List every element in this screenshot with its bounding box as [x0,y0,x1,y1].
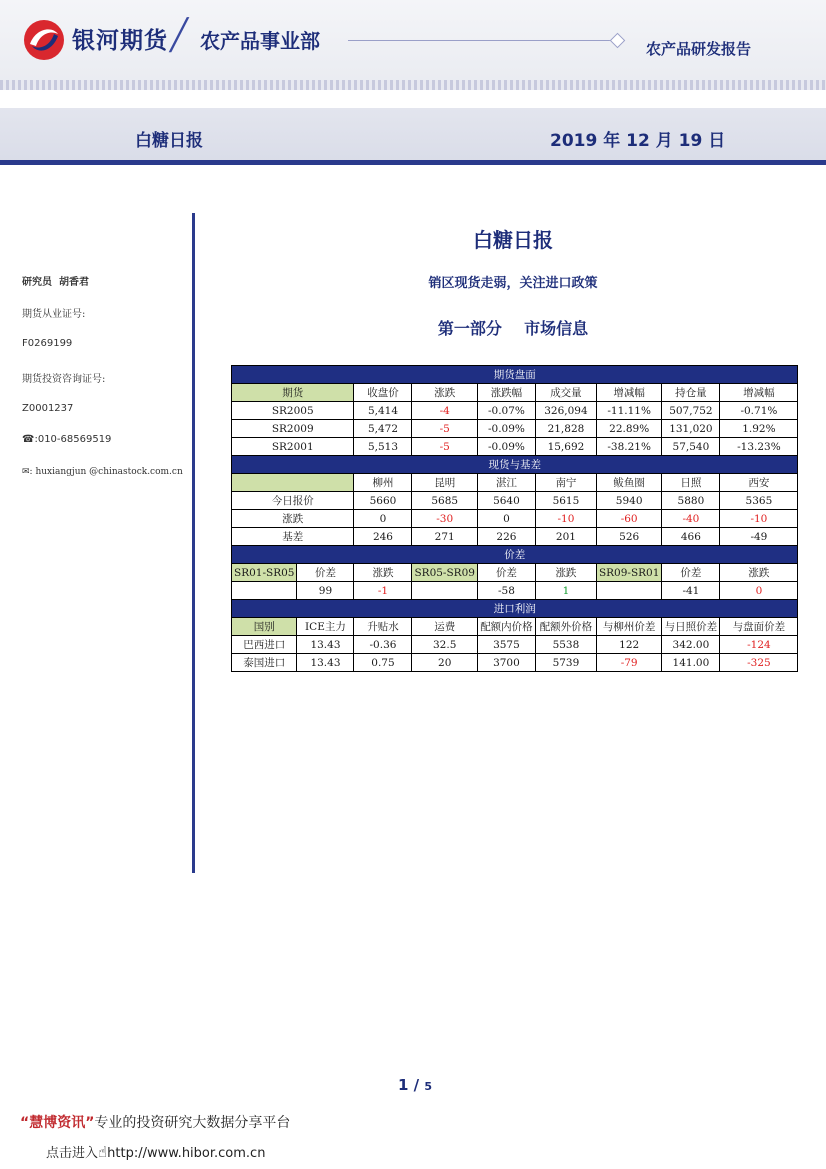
sidebar-divider [192,213,195,873]
researcher-name: 胡香君 [58,277,89,288]
table-cell: 期货 [232,384,354,402]
phone-icon: ☎: [22,434,38,445]
table-cell: -49 [720,528,798,546]
spot-header-row [232,474,798,492]
table-cell: 持仓量 [662,384,720,402]
table-cell: -11.11% [596,402,661,420]
table-cell: 5,472 [354,420,412,438]
table-cell: 柳州 [354,474,412,492]
futures-row [232,438,798,456]
table-cell: 价差 [297,564,354,582]
table-cell: 增减幅 [720,384,798,402]
futures-row [232,402,798,420]
brand-name: 银河期货 [72,28,168,54]
table-cell: 鲅鱼圈 [596,474,661,492]
promo-tagline [20,1112,290,1132]
table-cell: 99 [297,582,354,600]
table-cell: SR09-SR01 [596,564,661,582]
table-cell: 涨跌 [232,510,354,528]
table-cell: 5739 [535,654,596,672]
table-cell: 57,540 [662,438,720,456]
table-cell: -0.09% [477,438,535,456]
table-cell: 5,513 [354,438,412,456]
quote-close: ” [85,1115,95,1131]
table-cell: 0 [477,510,535,528]
banner-title: 白糖日报 [135,131,203,151]
table-cell: 5660 [354,492,412,510]
table-cell: -0.36 [354,636,412,654]
table-cell: 5615 [535,492,596,510]
table-cell: -5 [412,420,477,438]
promo-brand: 慧博资讯 [29,1115,86,1131]
import-row [232,636,798,654]
table-cell: 5640 [477,492,535,510]
table-cell: -60 [596,510,661,528]
table-cell: 21,828 [535,420,596,438]
table-cell: -4 [412,402,477,420]
page-separator: / [413,1076,420,1094]
document-subtitle: 销区现货走弱，关注进口政策 [428,276,598,291]
table-cell: 122 [596,636,661,654]
table-cell: 今日报价 [232,492,354,510]
table-cell: 价差 [662,564,720,582]
current-page: 1 [398,1076,409,1094]
table-cell: 国别 [232,618,297,636]
futures-cert-number: F0269199 [22,338,73,349]
table-cell: 526 [596,528,661,546]
table-cell: 涨跌 [354,564,412,582]
spread-section-title: 价差 [232,546,798,564]
table-cell: 0.75 [354,654,412,672]
researcher [22,273,89,288]
table-cell: 巴西进口 [232,636,297,654]
department-name: 农产品事业部 [200,29,320,53]
spot-row [232,510,798,528]
table-cell: 131,020 [662,420,720,438]
table-cell: 收盘价 [354,384,412,402]
spread-header-row [232,564,798,582]
table-cell: 201 [535,528,596,546]
table-cell: 西安 [720,474,798,492]
table-cell: 0 [354,510,412,528]
advisory-cert-number: Z0001237 [22,403,74,414]
table-cell: 价差 [477,564,535,582]
table-cell [232,474,354,492]
table-cell: 涨跌 [535,564,596,582]
table-cell: SR05-SR09 [412,564,477,582]
futures-row [232,420,798,438]
table-cell: 涨跌 [720,564,798,582]
spot-row [232,492,798,510]
table-cell: -10 [535,510,596,528]
table-cell: SR2005 [232,402,354,420]
promo-text: 专业的投资研究大数据分享平台 [94,1115,291,1131]
table-cell: -0.09% [477,420,535,438]
table-cell: 0 [720,582,798,600]
promo-link-line[interactable] [46,1142,265,1161]
table-cell: -0.71% [720,402,798,420]
document-title: 白糖日报 [473,228,553,252]
table-cell: 涨跌 [412,384,477,402]
total-pages: 5 [424,1080,433,1093]
import-row [232,654,798,672]
table-cell: 22.89% [596,420,661,438]
header-deco-line [348,40,616,41]
phone-number: 010-68569519 [37,434,112,445]
table-cell: -13.23% [720,438,798,456]
promo-link-label: 点击进入 [46,1146,99,1161]
section-title: 第一部分 市场信息 [437,319,589,338]
table-cell: 昆明 [412,474,477,492]
table-cell: 成交量 [535,384,596,402]
table-cell [596,582,661,600]
table-cell: 5365 [720,492,798,510]
spot-section-header [232,456,798,474]
table-cell: -38.21% [596,438,661,456]
futures-cert-label: 期货从业证号: [22,309,86,320]
table-cell: 与盘面价差 [720,618,798,636]
table-cell: 5538 [535,636,596,654]
market-data-table [231,365,798,672]
import-header-row [232,618,798,636]
galaxy-logo-icon [22,18,66,62]
table-cell: -40 [662,510,720,528]
advisory-cert-label: 期货投资咨询证号: [22,374,106,385]
spot-row [232,528,798,546]
table-cell: 5,414 [354,402,412,420]
table-cell: -41 [662,582,720,600]
futures-header-row [232,384,798,402]
header-divider-slash: ╱ [170,18,189,53]
table-cell: -325 [720,654,798,672]
table-cell: 5940 [596,492,661,510]
envelope-icon: ✉: [22,467,33,477]
table-cell: SR2001 [232,438,354,456]
table-cell [412,582,477,600]
table-cell: 3700 [477,654,535,672]
table-cell: 南宁 [535,474,596,492]
table-cell: 246 [354,528,412,546]
table-cell: 运费 [412,618,477,636]
table-cell: 5880 [662,492,720,510]
table-cell: 15,692 [535,438,596,456]
table-cell: 配额外价格 [535,618,596,636]
table-cell: 与日照价差 [662,618,720,636]
table-cell: 32.5 [412,636,477,654]
table-cell: -79 [596,654,661,672]
table-cell: 3575 [477,636,535,654]
table-cell: SR2009 [232,420,354,438]
table-cell: 20 [412,654,477,672]
table-cell: -124 [720,636,798,654]
quote-open: “ [20,1115,30,1131]
table-cell: 271 [412,528,477,546]
table-cell [232,582,297,600]
table-cell: 增减幅 [596,384,661,402]
table-cell: 13.43 [297,636,354,654]
spot-section-title: 现货与基差 [232,456,798,474]
promo-url[interactable]: http://www.hibor.com.cn [107,1146,266,1161]
futures-section-header [232,366,798,384]
spread-section-header [232,546,798,564]
table-cell: -58 [477,582,535,600]
futures-section-title: 期货盘面 [232,366,798,384]
table-cell: 466 [662,528,720,546]
table-cell: 507,752 [662,402,720,420]
table-cell: 泰国进口 [232,654,297,672]
table-cell: 与柳州价差 [596,618,661,636]
table-cell: ICE主力 [297,618,354,636]
import-section-header [232,600,798,618]
table-cell: 326,094 [535,402,596,420]
table-cell: 日照 [662,474,720,492]
table-cell: 配额内价格 [477,618,535,636]
table-cell: 1.92% [720,420,798,438]
phone-line [22,434,111,445]
table-cell: 1 [535,582,596,600]
table-cell: -1 [354,582,412,600]
table-cell: 5685 [412,492,477,510]
banner-rule [0,160,826,165]
table-cell: 141.00 [662,654,720,672]
table-cell: -5 [412,438,477,456]
report-type: 农产品研发报告 [646,40,752,58]
pointer-hand-icon: ☝ [98,1143,108,1161]
researcher-label: 研究员 [22,277,52,288]
report-date: 2019 年 12 月 19 日 [550,131,726,151]
table-cell: 342.00 [662,636,720,654]
table-cell: -0.07% [477,402,535,420]
table-cell: 226 [477,528,535,546]
table-cell: 升贴水 [354,618,412,636]
import-section-title: 进口利润 [232,600,798,618]
table-cell: 湛江 [477,474,535,492]
header-stripe [0,80,826,90]
table-cell: -30 [412,510,477,528]
table-cell: 涨跌幅 [477,384,535,402]
table-cell: 基差 [232,528,354,546]
table-cell: -10 [720,510,798,528]
email-address[interactable]: huxiangjun @chinastock.com.cn [35,467,183,477]
table-cell: SR01-SR05 [232,564,297,582]
table-cell: 13.43 [297,654,354,672]
email-line [22,467,183,477]
spread-row [232,582,798,600]
page-number [398,1076,432,1094]
